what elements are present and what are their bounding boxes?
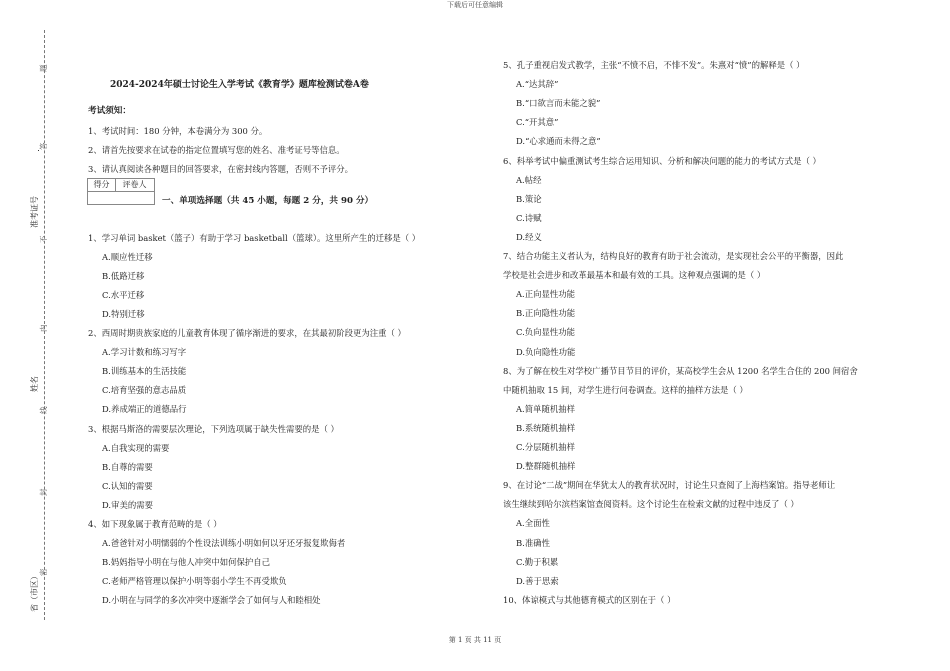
answer-option: A.顺应性迁移 — [102, 252, 153, 263]
margin-mark: 答 — [39, 142, 48, 150]
question-stem: 5、孔子重视启发式教学，主张“不愤不启，不悱不发”。朱熹对“愤”的解释是（ ） — [503, 60, 805, 70]
section-title: 一、单项选择题（共 45 小题，每题 2 分，共 90 分） — [162, 196, 374, 206]
answer-option: B.策论 — [516, 193, 542, 204]
answer-option: B.训练基本的生活技能 — [102, 366, 187, 377]
answer-option: A.帖经 — [516, 174, 542, 185]
question-stem: 9、在讨论“二战”期间在华犹太人的教育状况时，讨论生只查阅了上海档案馆。指导老师让 — [503, 480, 836, 491]
answer-option: A.“达其辞” — [516, 79, 559, 90]
notice-item: 2、请首先按要求在试卷的指定位置填写您的姓名、准考证号等信息。 — [88, 145, 345, 155]
margin-mark: 内 — [39, 324, 48, 332]
margin-label-exam-number: 准考证号 — [30, 196, 39, 228]
answer-option: B.准确性 — [516, 537, 550, 548]
question-stem: 3、根据马斯洛的需要层次理论，下列选项属于缺失性需要的是（ ） — [88, 423, 339, 434]
answer-option: D.善于思索 — [516, 575, 559, 586]
answer-option: B.系统随机抽样 — [516, 422, 576, 433]
answer-option: D.经义 — [516, 231, 542, 242]
answer-option: C.水平迁移 — [102, 290, 145, 301]
answer-option: D.小明在与同学的多次冲突中逐渐学会了如何与人和睦相处 — [102, 594, 321, 605]
answer-option: C.老师严格管理以保护小明等弱小学生不再受欺负 — [102, 575, 287, 586]
answer-option: A.自我实现的需要 — [102, 442, 170, 453]
exam-number-underline — [38, 150, 39, 151]
answer-option: A.爸爸针对小明懦弱的个性设法训练小明如何以牙还牙报复欺侮者 — [102, 537, 346, 548]
score-label: 得分 — [88, 179, 116, 191]
notice-item: 3、请认真阅读各种题目的回答要求，在密封线内答题，否则不予评分。 — [88, 164, 353, 174]
answer-option: D.整群随机抽样 — [516, 461, 576, 472]
answer-option: B.妈妈指导小明在与他人冲突中如何保护自己 — [102, 556, 270, 567]
answer-option: B.“口欲言而未能之貌” — [516, 98, 601, 109]
score-box — [87, 178, 155, 205]
question-stem: 7、结合功能主义者认为，结构良好的教育有助于社会流动，是实现社会公平的平衡器，因此 — [503, 251, 844, 261]
answer-option: B.正向隐性功能 — [516, 308, 576, 319]
margin-mark: 密 — [39, 568, 48, 576]
question-stem: 6、科举考试中偏重测试考生综合运用知识、分析和解决问题的能力的考试方式是（ ） — [503, 155, 821, 166]
margin-mark: 封 — [39, 488, 48, 496]
page-title: 2024-2024年硕士讨论生入学考试《教育学》题库检测试卷A卷 — [110, 80, 369, 90]
question-stem: 1、学习单词 basket（篮子）有助于学习 basketball（篮球）。这里所产生的迁移是（ ） — [88, 233, 421, 243]
answer-option: A.正向显性功能 — [516, 289, 575, 300]
notice-item: 1、考试时间：180 分钟，本卷满分为 300 分。 — [88, 126, 268, 136]
margin-mark: 线 — [39, 406, 48, 414]
margin-mark: 题 — [39, 64, 48, 72]
answer-option: D.“心求通而未得之意” — [516, 136, 601, 147]
answer-option: C.勤于积累 — [516, 556, 559, 567]
question-stem: 2、西周时期贵族家庭的儿童教育体现了循序渐进的要求，在其最初阶段更为注重（ ） — [88, 328, 406, 339]
notice-heading: 考试须知： — [88, 106, 131, 116]
header-note: 下载后可任意编辑 — [447, 1, 503, 9]
answer-option: C.诗赋 — [516, 212, 542, 223]
answer-option: A.全面性 — [516, 518, 550, 529]
question-stem: 10、体谅模式与其他德育模式的区别在于（ ） — [503, 594, 676, 605]
margin-label-province: 省（市区） — [30, 572, 39, 612]
answer-option: C.培育坚强的意志品质 — [102, 385, 187, 396]
answer-option: C.分层随机抽样 — [516, 442, 576, 452]
answer-option: D.审美的需要 — [102, 499, 153, 510]
answer-option: D.负向隐性功能 — [516, 346, 576, 357]
answer-option: C.负向显性功能 — [516, 327, 576, 338]
answer-option: A.简单随机抽样 — [516, 403, 575, 414]
answer-option: C.“开其意” — [516, 117, 559, 128]
question-stem: 中随机抽取 15 间，对学生进行问卷调查。这样的抽样方法是（ ） — [503, 384, 748, 395]
question-stem: 该生继续到哈尔滨档案馆查阅资料。这个讨论生在检索文献的过程中违反了（ ） — [503, 499, 799, 510]
answer-option: D.养成端正的道德品行 — [102, 404, 187, 415]
answer-option: A.学习计数和练习写字 — [102, 347, 187, 358]
answer-option: B.自尊的需要 — [102, 461, 153, 472]
margin-label-name: 姓名 — [30, 376, 39, 392]
page-number: 第 1 页 共 11 页 — [448, 636, 502, 644]
question-stem: 8、为了解在校生对学校广播节目节目的评价，某高校学生会从 1200 名学生合住的 200 间宿舍 — [503, 365, 858, 376]
margin-mark: 不 — [39, 235, 48, 243]
answer-option: B.低路迁移 — [102, 271, 145, 282]
answer-option: D.特别迁移 — [102, 309, 145, 320]
question-stem: 4、如下现象属于教育范畴的是（ ） — [88, 518, 222, 529]
grader-label: 评卷人 — [122, 180, 147, 189]
question-stem: 学校是社会进步和改革最基本和最有效的工具。这种观点强调的是（ ） — [503, 270, 766, 281]
answer-option: C.认知的需要 — [102, 480, 153, 491]
